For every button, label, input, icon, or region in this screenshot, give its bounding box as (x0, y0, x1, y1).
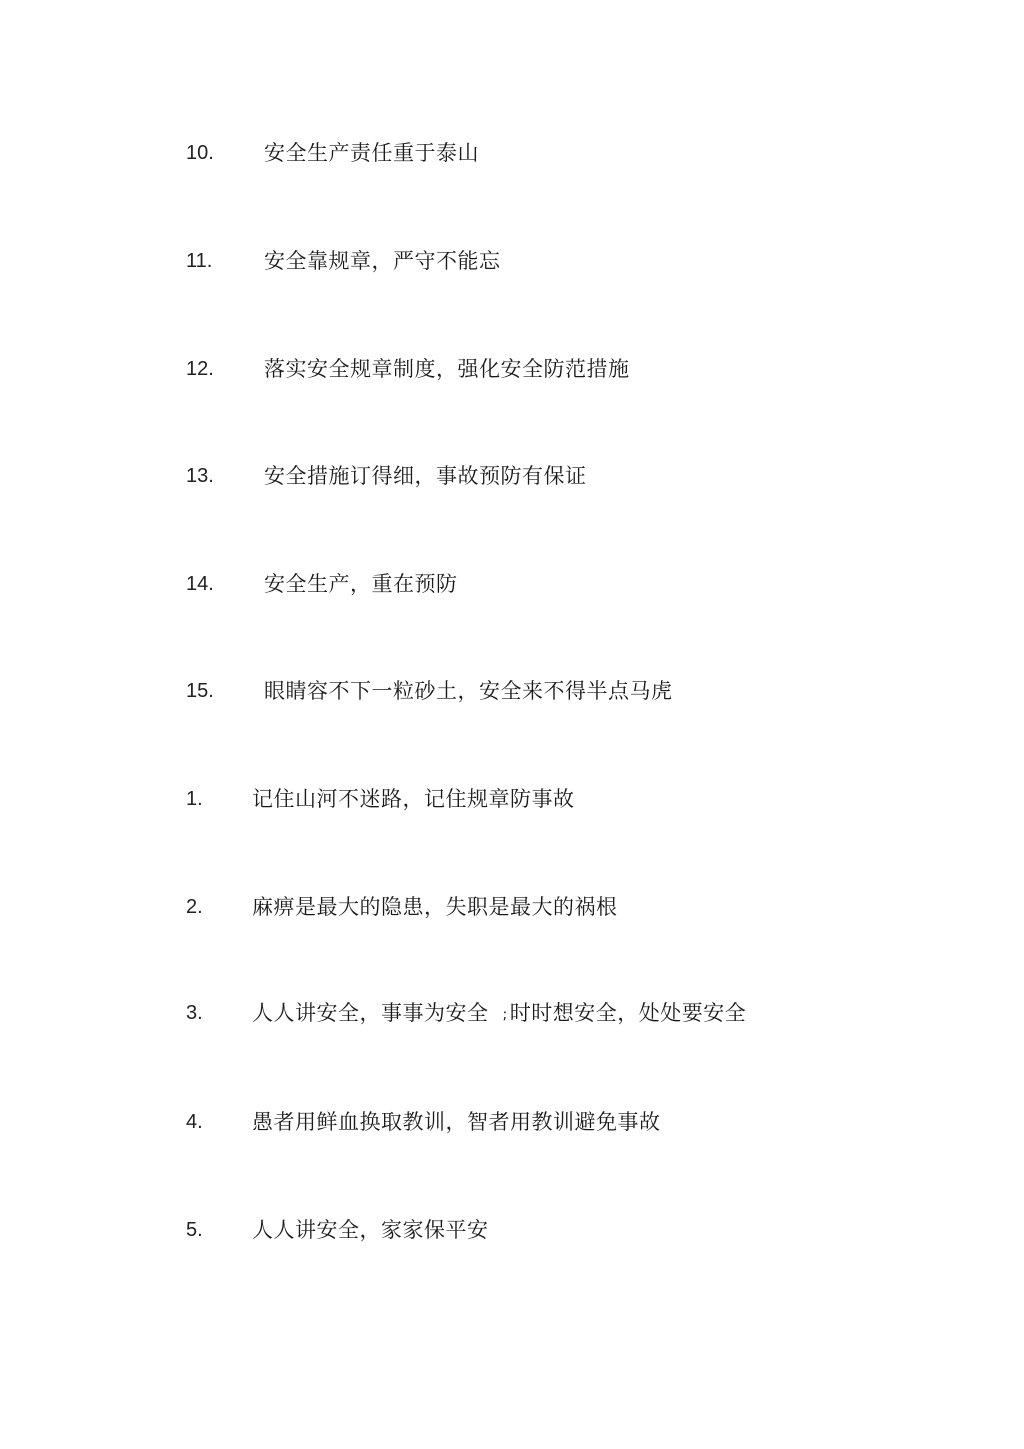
item-number: 11. (186, 250, 213, 272)
item-text-part-b: 时时想安全，处处要安全 (509, 1001, 747, 1025)
item-text: 记住山河不迷路，记住规章防事故 (252, 787, 575, 811)
item-number: 4. (186, 1111, 203, 1133)
item-text: 安全生产责任重于泰山 (264, 141, 479, 165)
item-number: 2. (186, 896, 203, 918)
list-item (0, 456, 1024, 496)
item-text (252, 993, 746, 1035)
list-item (0, 133, 1024, 173)
item-text: 愚者用鲜血换取教训，智者用教训避免事故 (252, 1110, 661, 1134)
item-number: 1. (186, 788, 203, 810)
item-number: 10. (186, 142, 214, 164)
list-item (0, 1210, 1024, 1250)
list-item (0, 779, 1024, 819)
item-text: 人人讲安全，家家保平安 (252, 1218, 489, 1242)
item-text: 落实安全规章制度，强化安全防范措施 (264, 357, 630, 381)
list-item (0, 1102, 1024, 1142)
item-text: 麻痹是最大的隐患，失职是最大的祸根 (252, 895, 618, 919)
list-item (0, 993, 1024, 1033)
list-item (0, 887, 1024, 927)
item-text: 安全生产，重在预防 (264, 572, 458, 596)
list-item (0, 241, 1024, 281)
item-number: 12. (186, 358, 214, 380)
item-text: 安全措施订得细，事故预防有保证 (264, 464, 587, 488)
list-item (0, 671, 1024, 711)
item-number: 3. (186, 1002, 203, 1024)
item-number: 5. (186, 1219, 203, 1241)
item-number: 15. (186, 680, 214, 702)
item-number: 13. (186, 465, 214, 487)
item-separator: ; (502, 1007, 508, 1023)
item-text: 安全靠规章，严守不能忘 (264, 249, 501, 273)
item-text-part-a: 人人讲安全，事事为安全 (252, 1001, 489, 1025)
list-item (0, 564, 1024, 604)
item-text: 眼睛容不下一粒砂土，安全来不得半点马虎 (264, 679, 673, 703)
list-item (0, 349, 1024, 389)
item-number: 14. (186, 573, 214, 595)
